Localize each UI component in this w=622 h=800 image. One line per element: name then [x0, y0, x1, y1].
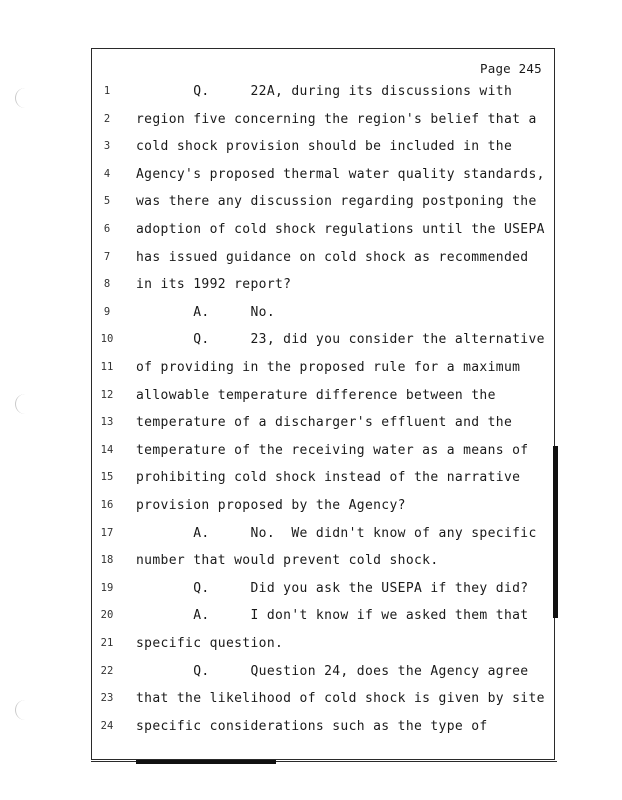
transcript-line: adoption of cold shock regulations until the USEPA — [136, 222, 545, 237]
transcript-line: Q. 22A, during its discussions with — [136, 84, 513, 99]
line-number: 15 — [100, 471, 114, 484]
line-number: 3 — [103, 140, 111, 153]
transcript-line: Q. 23, did you consider the alternative — [136, 332, 545, 348]
bottom-thick-rule — [136, 760, 276, 764]
transcript-line: provision proposed by the Agency? — [136, 498, 406, 513]
line-number: 11 — [100, 361, 114, 373]
punch-hole-top — [15, 88, 35, 108]
punch-hole-bottom — [15, 700, 35, 720]
line-number: 7 — [103, 250, 111, 263]
transcript-line: temperature of the receiving water as a means of — [136, 442, 529, 458]
line-number: 23 — [100, 692, 114, 705]
transcript-line: was there any discussion regarding postponing the — [136, 194, 537, 210]
line-number: 9 — [103, 305, 111, 318]
transcript-line: A. No. We didn't know of any specific — [136, 525, 537, 541]
transcript-line: Q. Did you ask the USEPA if they did? — [136, 580, 529, 596]
line-number: 16 — [100, 499, 114, 511]
transcript-line: A. I don't know if we asked them that — [136, 608, 529, 624]
transcript-line: temperature of a discharger's effluent and the — [136, 415, 513, 431]
line-number: 4 — [103, 167, 111, 180]
line-number: 1 — [103, 85, 111, 97]
line-number: 13 — [100, 416, 114, 429]
line-number: 8 — [103, 278, 111, 291]
transcript-line: prohibiting cold shock instead of the narrative — [136, 470, 521, 486]
punch-hole-middle — [15, 394, 35, 414]
line-number: 2 — [103, 112, 111, 125]
transcript-line: in its 1992 report? — [136, 277, 292, 293]
transcript-line: that the likelihood of cold shock is given by site — [136, 691, 545, 707]
transcript-line: allowable temperature difference between the — [136, 387, 496, 403]
line-number: 24 — [100, 719, 114, 732]
page-number: Page 245 — [480, 61, 542, 76]
line-number: 17 — [100, 526, 114, 539]
transcript-line: Agency's proposed thermal water quality standards, — [136, 166, 545, 182]
line-number: 18 — [100, 554, 114, 567]
transcript-line: number that would prevent cold shock. — [136, 553, 439, 569]
line-number: 14 — [100, 443, 114, 456]
line-number: 6 — [103, 223, 111, 235]
transcript-line: specific question. — [136, 636, 284, 651]
page-frame — [91, 48, 555, 760]
line-number: 12 — [100, 388, 114, 401]
transcript-line: of providing in the proposed rule for a maximum — [136, 360, 521, 375]
transcript-line: Q. Question 24, does the Agency agree — [136, 663, 529, 679]
transcript-line: A. No. — [136, 304, 276, 320]
transcript-line: specific considerations such as the type of — [136, 718, 488, 734]
transcript-line: region five concerning the region's belief that a — [136, 111, 537, 127]
transcript-line: cold shock provision should be included in the — [136, 139, 513, 155]
transcript-line: has issued guidance on cold shock as recommended — [136, 249, 529, 265]
line-number: 20 — [100, 609, 114, 622]
line-number: 10 — [100, 333, 114, 346]
line-number: 19 — [100, 581, 114, 594]
margin-bar — [553, 446, 558, 618]
line-number: 22 — [100, 664, 114, 677]
line-number: 5 — [103, 195, 111, 208]
line-number: 21 — [100, 637, 114, 649]
